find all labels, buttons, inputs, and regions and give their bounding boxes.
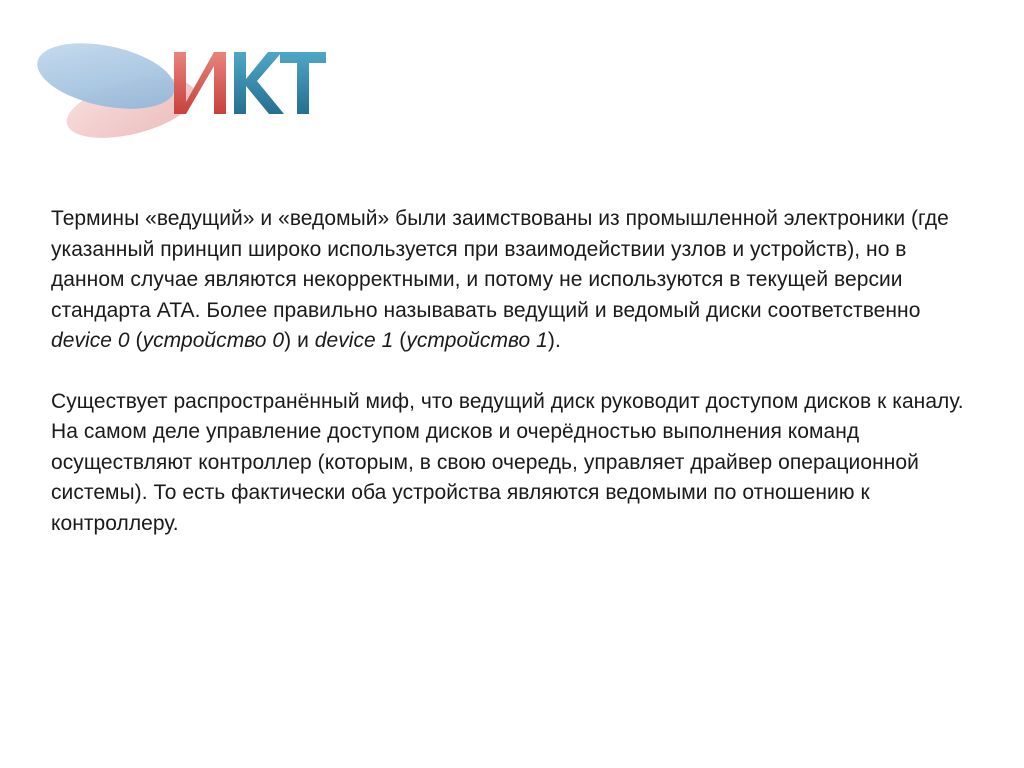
paren-close-and: ) и bbox=[284, 329, 315, 352]
logo-letter-t bbox=[280, 52, 326, 114]
paren-open-2: ( bbox=[393, 329, 407, 352]
logo-letter-i bbox=[174, 52, 226, 114]
device0-ru-term: устройство 0 bbox=[142, 329, 285, 352]
paragraph-master-myth: Существует распространённый миф, что ведущий диск руководит доступом дисков к каналу. На самом деле управление доступом дисков и очерёдностью выполнения команд осуществляют контроллер (которым, в свою очередь, управляет драйвер операционной системы). То есть фактически оба устройства являются ведомыми по отношению к контроллеру. bbox=[51, 389, 964, 535]
slide-body bbox=[51, 204, 981, 539]
paragraph1-text: Термины «ведущий» и «ведомый» были заимствованы из промышленной электроники (где указанный принцип широко используется при взаимодействии узлов и устройств), но в данном случае являются некорректными, и потому не используются в текущей версии стандарта ATA. Более правильно называвать ведущий и ведомый диски соответственно bbox=[51, 207, 949, 322]
logo-letter-k bbox=[234, 52, 284, 114]
paren-open-1: ( bbox=[129, 329, 143, 352]
paragraph-ata-terms bbox=[51, 204, 981, 357]
paren-close-end: ). bbox=[547, 329, 561, 352]
device1-term: device 1 bbox=[314, 329, 394, 352]
device0-term: device 0 bbox=[51, 329, 130, 352]
ikt-logo bbox=[36, 30, 326, 142]
device1-ru-term: устройство 1 bbox=[406, 329, 548, 352]
